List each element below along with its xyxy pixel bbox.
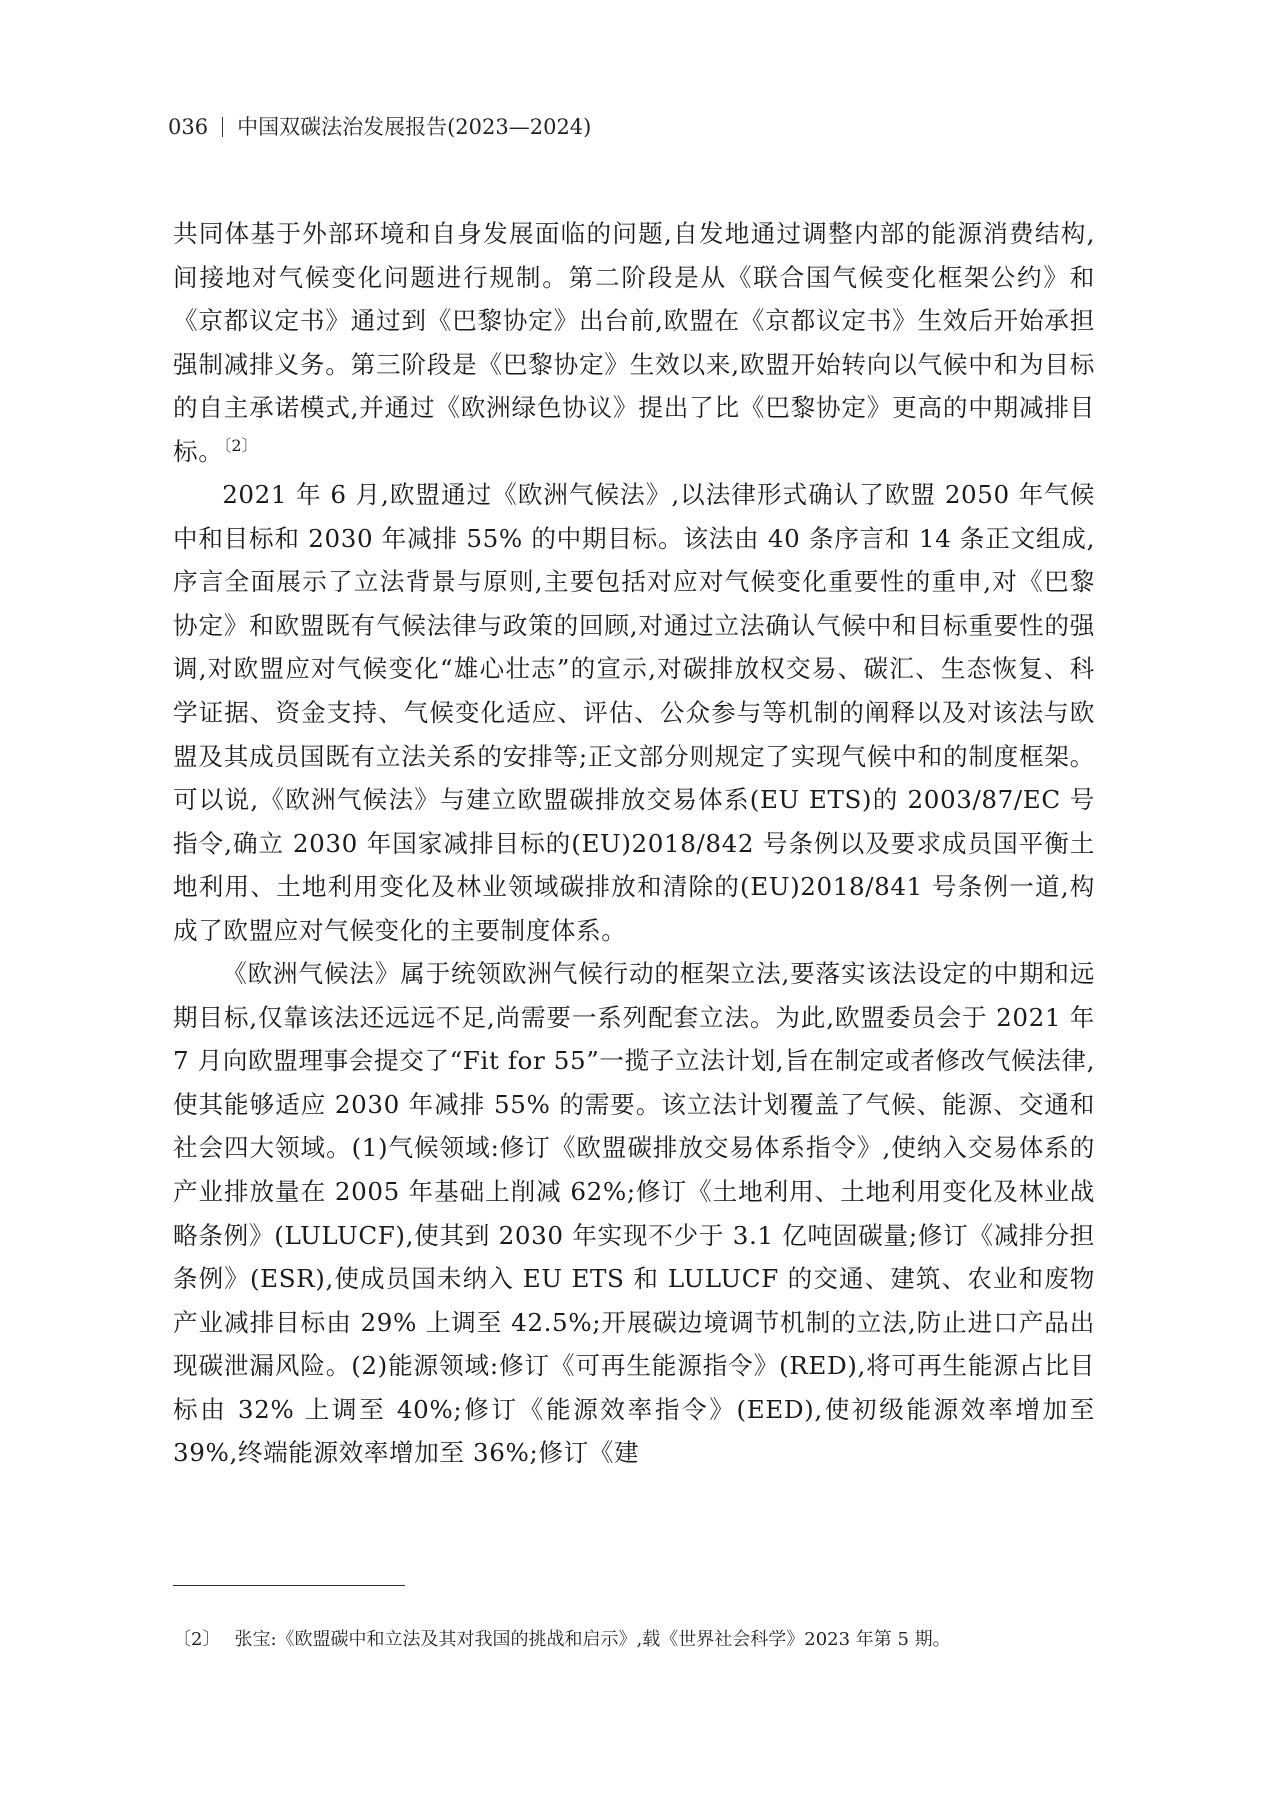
- footnote: [173, 1626, 1095, 1654]
- footnote-number: 〔2〕: [173, 1629, 221, 1650]
- book-title: 中国双碳法治发展报告(2023—2024): [237, 115, 592, 139]
- paragraph-continued: [173, 212, 1095, 473]
- body-text: [173, 212, 1095, 1475]
- running-head: [168, 112, 591, 142]
- footnote-ref: 〔2〕: [223, 435, 258, 455]
- paragraph-1-text: 共同体基于外部环境和自身发展面临的问题,自发地通过调整内部的能源消费结构,间接地对气候变化问题进行规制。第二阶段是从《联合国气候变化框架公约》和《京都议定书》通过到《巴黎协定》出台前,欧盟在《京都议定书》生效后开始承担强制减排义务。第三阶段是《巴黎协定》生效以来,欧盟开始转向以气候中和为目标的自主承诺模式,并通过《欧洲绿色协议》提出了比《巴黎协定》更高的中期减排目标。: [173, 219, 1095, 466]
- header-separator: [222, 117, 223, 137]
- paragraph-2: 2021 年 6 月,欧盟通过《欧洲气候法》,以法律形式确认了欧盟 2050 年气候中和目标和 2030 年减排 55% 的中期目标。该法由 40 条序言和 14 条正文组成,序言全面展示了立法背景与原则,主要包括对应对气候变化重要性的重申,对《巴黎协定》和欧盟既有气候法律与政策的回顾,对通过立法确认气候中和目标重要性的强调,对欧盟应对气候变化“雄心壮志”的宣示,对碳排放权交易、碳汇、生态恢复、科学证据、资金支持、气候变化适应、评估、公众参与等机制的阐释以及对该法与欧盟及其成员国既有立法关系的安排等;正文部分则规定了实现气候中和的制度框架。可以说,《欧洲气候法》与建立欧盟碳排放交易体系(EU ETS)的 2003/87/EC 号指令,确立 2030 年国家减排目标的(EU)2018/842 号条例以及要求成员国平衡土地利用、土地利用变化及林业领域碳排放和清除的(EU)2018/841 号条例一道,构成了欧盟应对气候变化的主要制度体系。: [173, 480, 1095, 945]
- paragraph-3: 《欧洲气候法》属于统领欧洲气候行动的框架立法,要落实该法设定的中期和远期目标,仅靠该法还远远不足,尚需要一系列配套立法。为此,欧盟委员会于 2021 年 7 月向欧盟理事会提交了“Fit for 55”一揽子立法计划,旨在制定或者修改气候法律,使其能够适应 2030 年减排 55% 的需要。该立法计划覆盖了气候、能源、交通和社会四大领域。(1)气候领域:修订《欧盟碳排放交易体系指令》,使纳入交易体系的产业排放量在 2005 年基础上削减 62%;修订《土地利用、土地利用变化及林业战略条例》(LULUCF),使其到 2030 年实现不少于 3.1 亿吨固碳量;修订《减排分担条例》(ESR),使成员国未纳入 EU ETS 和 LULUCF 的交通、建筑、农业和废物产业减排目标由 29% 上调至 42.5%;开展碳边境调节机制的立法,防止进口产品出现碳泄漏风险。(2)能源领域:修订《可再生能源指令》(RED),将可再生能源占比目标由 32% 上调至 40%;修订《能源效率指令》(EED),使初级能源效率增加至 39%,终端能源效率增加至 36%;修订《建: [173, 959, 1095, 1468]
- page-number: 036: [168, 115, 209, 139]
- footnote-divider: [173, 1585, 405, 1586]
- footnote-text: 张宝:《欧盟碳中和立法及其对我国的挑战和启示》,载《世界社会科学》2023 年第 5 期。: [234, 1629, 951, 1650]
